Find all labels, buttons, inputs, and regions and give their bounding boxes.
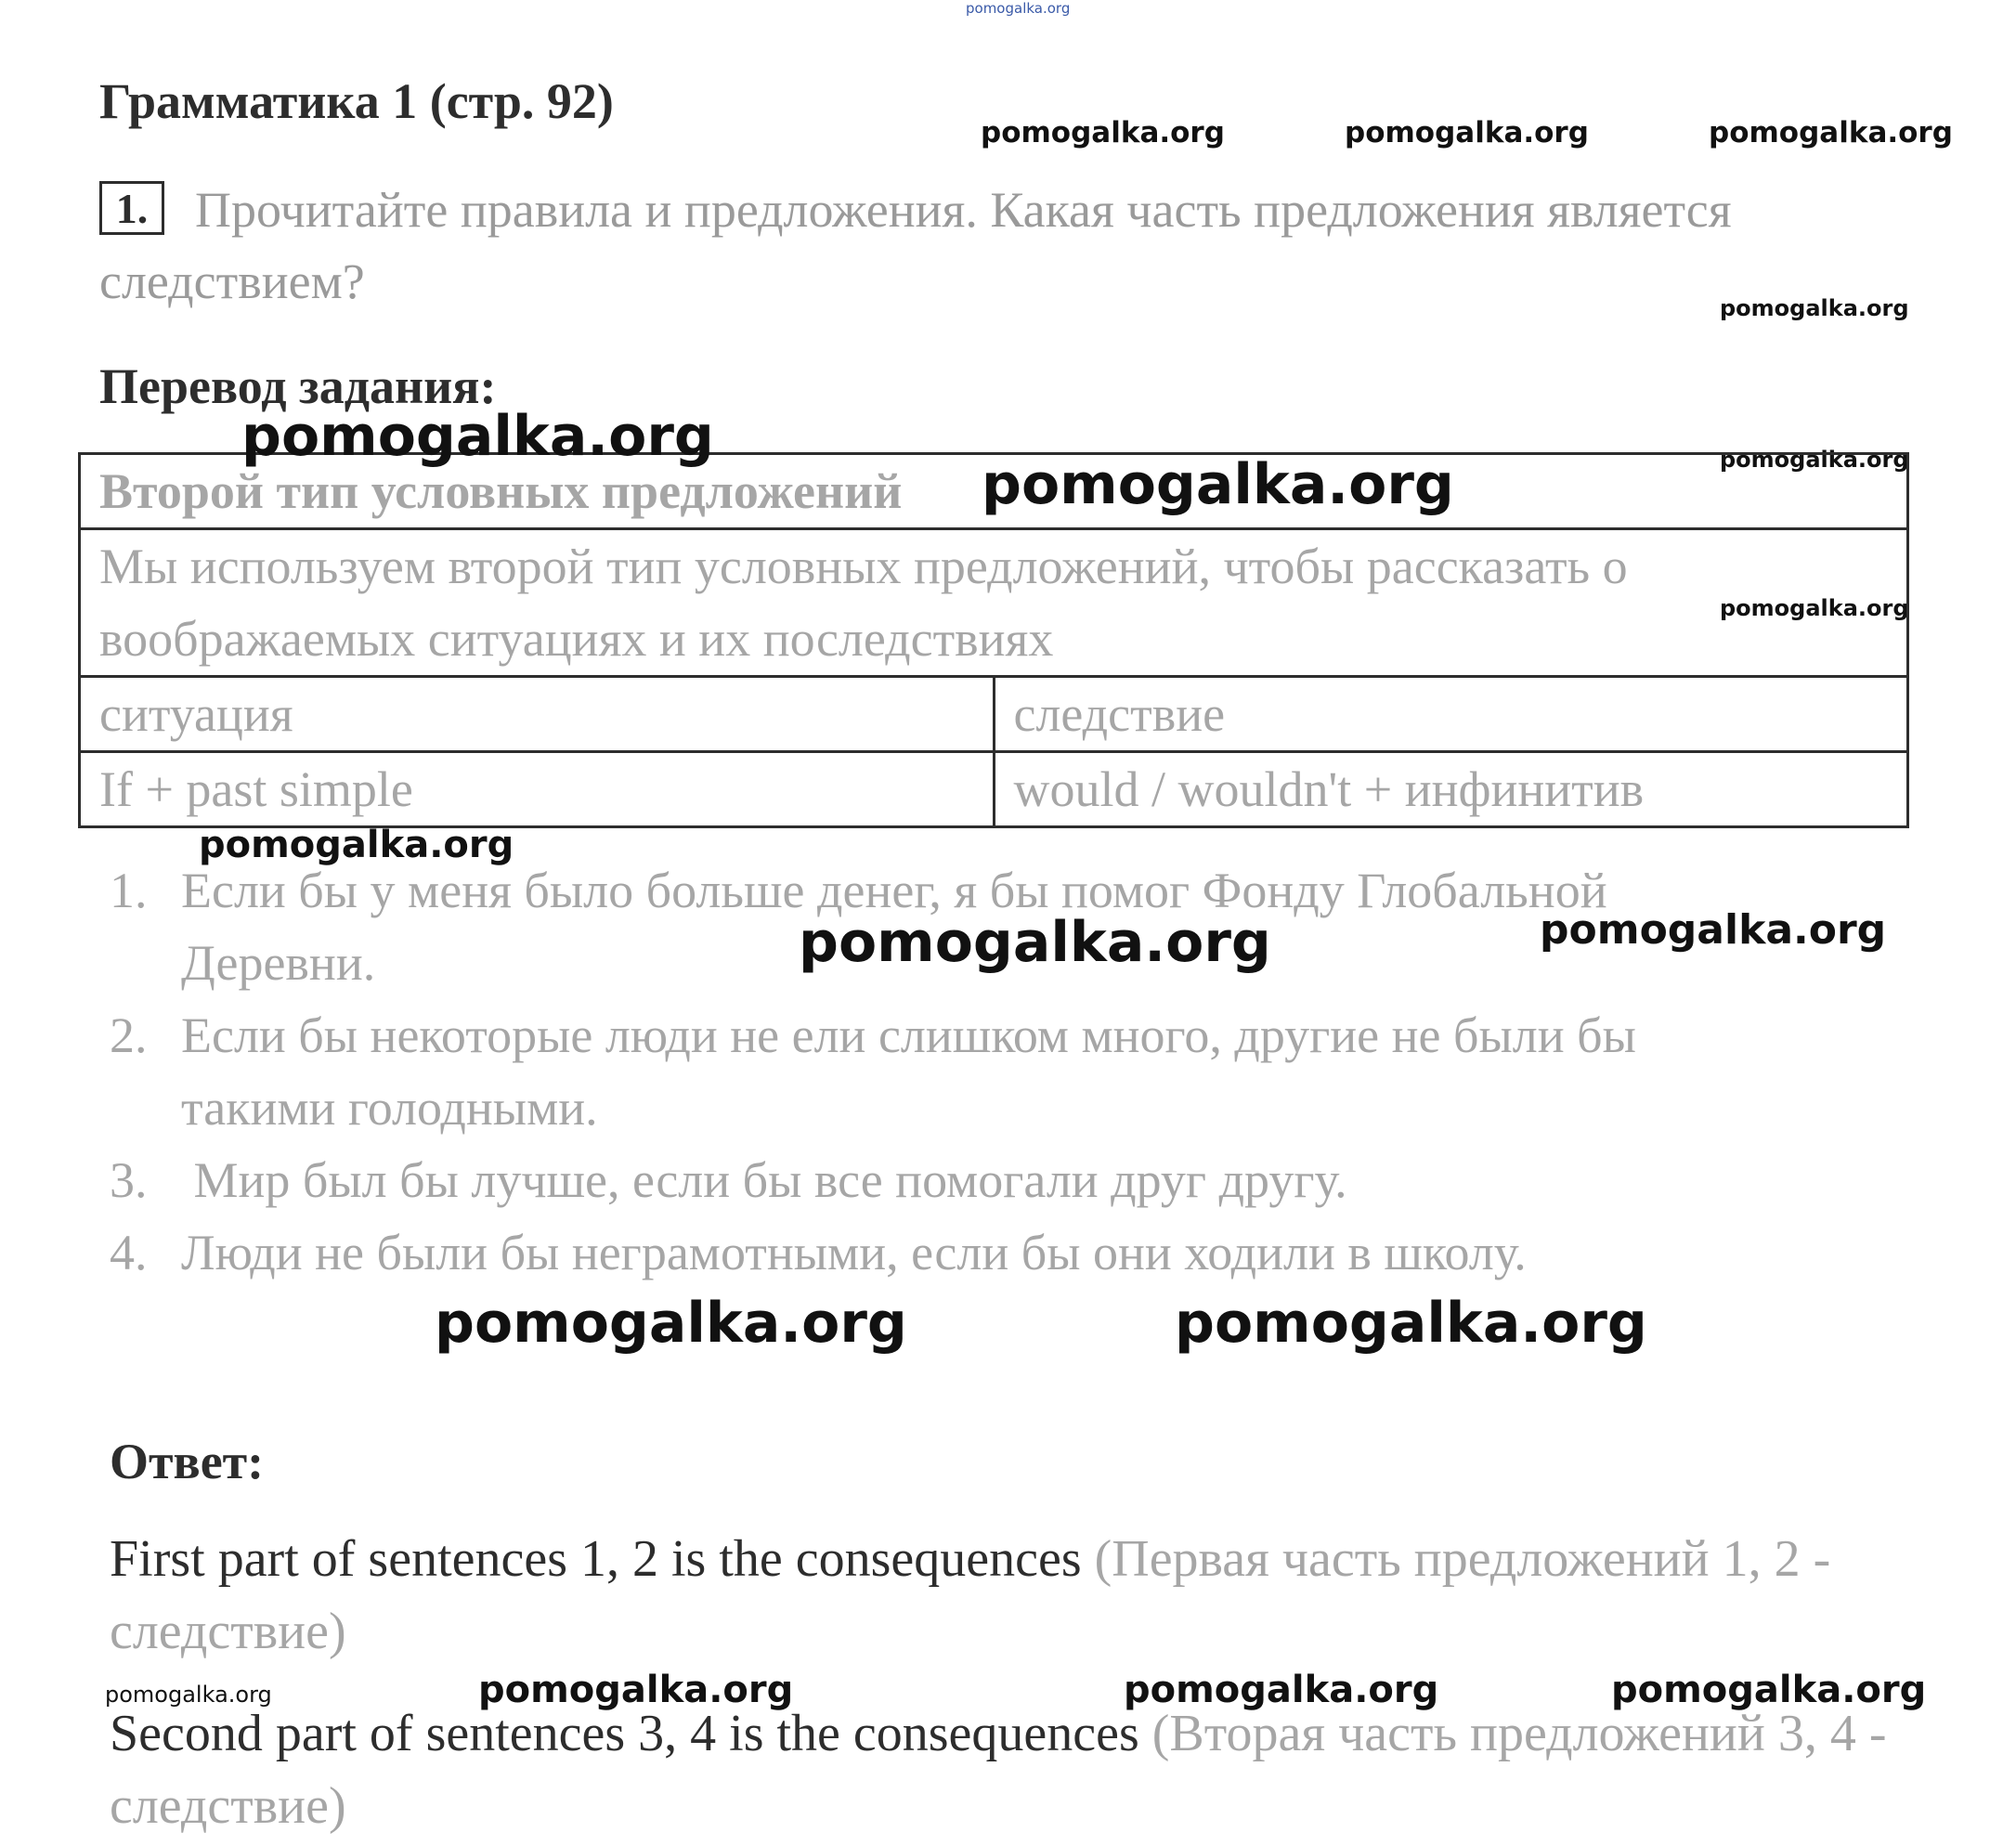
watermark: pomogalka.org xyxy=(1720,595,1909,621)
answer-heading: Ответ: xyxy=(110,1434,265,1489)
rule-title: Второй тип условных предложений xyxy=(80,454,1908,529)
situation-form: If + past simple xyxy=(80,752,995,827)
col-consequence: следствие xyxy=(994,677,1908,752)
watermark: pomogalka.org xyxy=(199,824,514,866)
rule-description-line2: воображаемых ситуациях и их последствиях xyxy=(99,611,1054,667)
watermark: pomogalka.org xyxy=(1720,295,1909,321)
rule-description xyxy=(80,529,1908,677)
watermark: pomogalka.org xyxy=(1540,906,1887,954)
watermark: pomogalka.org xyxy=(981,116,1225,149)
watermark: pomogalka.org xyxy=(799,910,1271,975)
sentence-text: Если бы некоторые люди не ели слишком много, другие не были бы xyxy=(181,1007,1636,1063)
task-text-line1: Прочитайте правила и предложения. Какая часть предложения является xyxy=(195,182,1732,238)
watermark: pomogalka.org xyxy=(982,452,1454,517)
sentence-number: 3. xyxy=(110,1152,148,1208)
watermark: pomogalka.org xyxy=(435,1291,907,1356)
watermark-top: pomogalka.org xyxy=(966,0,1071,17)
sentence-text-cont: Деревни. xyxy=(181,935,376,991)
answer-1-english: First part of sentences 1, 2 is the consequences xyxy=(110,1530,1082,1588)
watermark: pomogalka.org xyxy=(105,1682,272,1708)
task-number: 1. xyxy=(99,181,164,235)
task-text-line2: следствием? xyxy=(99,253,365,309)
sentence-text: Мир был бы лучше, если бы все помогали друг другу. xyxy=(181,1152,1347,1208)
watermark: pomogalka.org xyxy=(1124,1669,1439,1711)
answer-2-russian: (Вторая часть предложений 3, 4 - следствие) xyxy=(110,1705,1887,1835)
watermark: pomogalka.org xyxy=(1720,447,1909,473)
answer-1-russian: (Первая часть предложений 1, 2 - следствие) xyxy=(110,1530,1831,1660)
answer-2-english: Second part of sentences 3, 4 is the consequences xyxy=(110,1705,1139,1762)
sentence-text-cont: такими голодными. xyxy=(181,1080,598,1136)
sentence-text: Если бы у меня было больше денег, я бы помог Фонду Глобальной xyxy=(181,863,1607,918)
consequence-form: would / wouldn't + инфинитив xyxy=(994,752,1908,827)
col-situation: ситуация xyxy=(80,677,995,752)
sentence-text: Люди не были бы неграмотными, если бы они ходили в школу. xyxy=(181,1225,1527,1280)
page-title: Грамматика 1 (стр. 92) xyxy=(99,73,614,129)
watermark: pomogalka.org xyxy=(241,404,714,469)
sentence-number: 1. xyxy=(110,863,148,918)
watermark: pomogalka.org xyxy=(1175,1291,1647,1356)
translation-heading: Перевод задания: xyxy=(99,358,497,414)
watermark: pomogalka.org xyxy=(478,1669,794,1711)
watermark: pomogalka.org xyxy=(1345,116,1589,149)
sentence-number: 4. xyxy=(110,1225,148,1280)
answer-2 xyxy=(110,1697,1930,1842)
sentence-number: 2. xyxy=(110,1007,148,1063)
watermark: pomogalka.org xyxy=(1611,1669,1927,1711)
watermark: pomogalka.org xyxy=(1709,116,1953,149)
answer-1 xyxy=(110,1523,1930,1668)
rule-description-line1: Мы используем второй тип условных предложений, чтобы рассказать о xyxy=(99,539,1628,594)
